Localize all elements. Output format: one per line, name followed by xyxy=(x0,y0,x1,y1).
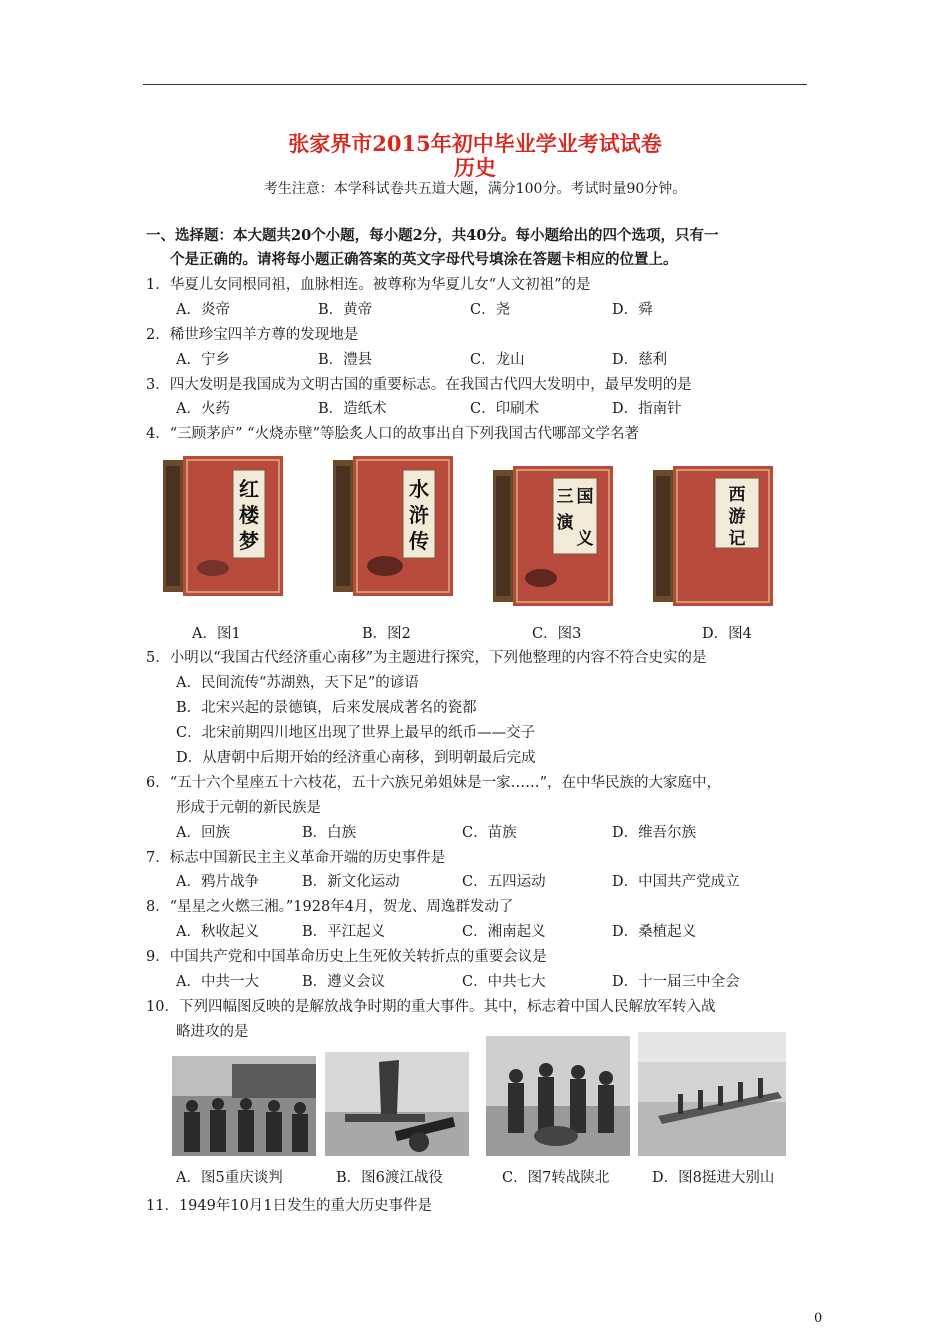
question-6-option-a: A．回族 xyxy=(176,825,230,841)
question-4-option-d: D．图4 xyxy=(702,626,752,642)
question-6-stem-cont: 形成于元朝的新民族是 xyxy=(176,800,321,816)
question-9-stem: 9．中国共产党和中国革命历史上生死攸关转折点的重要会议是 xyxy=(146,949,547,965)
question-4-option-a: A．图1 xyxy=(192,626,241,642)
question-8-stem: 8．“星星之火燃三湘。”1928年4月，贺龙、周逸群发动了 xyxy=(146,899,514,915)
question-5-option-b: B．北宋兴起的景德镇，后来发展成著名的瓷都 xyxy=(176,700,477,716)
book-title-3-char-3: 演 xyxy=(556,513,574,533)
book-title-1-char-2: 楼 xyxy=(239,503,259,527)
book-title-3-char-2: 国 xyxy=(576,487,594,507)
question-8-option-c: C．湘南起义 xyxy=(462,924,546,940)
question-10-stem-cont: 略进攻的是 xyxy=(176,1024,249,1040)
question-4-stem: 4．“三顾茅庐” “火烧赤壁”等脍炙人口的故事出自下列我国古代哪部文学名著 xyxy=(146,426,639,442)
exam-title: 张家界市2015年初中毕业学业考试试卷 xyxy=(288,131,662,156)
header-rule xyxy=(143,84,807,85)
question-8-option-d: D．桑植起义 xyxy=(612,924,697,940)
question-1-option-b: B．黄帝 xyxy=(318,302,373,318)
question-1-option-d: D．舜 xyxy=(612,302,653,318)
book-title-1-char-1: 红 xyxy=(239,477,259,501)
page-number: 0 xyxy=(814,1311,823,1326)
question-7-option-c: C．五四运动 xyxy=(462,874,546,890)
question-3-stem: 3．四大发明是我国成为文明古国的重要标志。在我国古代四大发明中，最早发明的是 xyxy=(146,377,692,393)
section-1-heading: 一、选择题：本大题共20个小题，每小题2分，共40分。每小题给出的四个选项，只有一 xyxy=(146,227,719,244)
question-3-option-a: A．火药 xyxy=(176,401,230,417)
question-9-option-d: D．十一届三中全会 xyxy=(612,974,740,990)
book-title-4-char-1: 西 xyxy=(728,485,746,505)
book-figure-1 xyxy=(163,456,283,596)
question-10-option-b: B．图6渡江战役 xyxy=(336,1170,443,1186)
book-figure-2 xyxy=(333,456,453,596)
book-figure-4 xyxy=(653,466,773,606)
photo-figure-5 xyxy=(172,1056,316,1156)
question-2-option-a: A．宁乡 xyxy=(176,352,230,368)
section-1-heading-cont: 个是正确的。请将每小题正确答案的英文字母代号填涂在答题卡相应的位置上。 xyxy=(170,251,678,268)
book-title-2-char-1: 水 xyxy=(409,477,429,501)
question-5-option-c: C．北宋前期四川地区出现了世界上最早的纸币——交子 xyxy=(176,725,536,741)
question-10-stem: 10．下列四幅图反映的是解放战争时期的重大事件。其中，标志着中国人民解放军转入战 xyxy=(146,999,716,1015)
question-9-option-c: C．中共七大 xyxy=(462,974,546,990)
question-4-option-b: B．图2 xyxy=(362,626,411,642)
question-9-option-a: A．中共一大 xyxy=(176,974,259,990)
question-10-option-c: C．图7转战陕北 xyxy=(502,1170,610,1186)
question-5-stem: 5．小明以“我国古代经济重心南移”为主题进行探究，下列他整理的内容不符合史实的是 xyxy=(146,650,707,666)
question-3-option-c: C．印刷术 xyxy=(470,401,540,417)
photo-figure-7 xyxy=(486,1036,630,1156)
question-2-option-b: B．澧县 xyxy=(318,352,373,368)
book-title-2-char-3: 传 xyxy=(409,529,429,553)
question-3-option-b: B．造纸术 xyxy=(318,401,387,417)
question-5-option-a: A．民间流传“苏湖熟，天下足”的谚语 xyxy=(176,675,419,691)
question-11-stem: 11．1949年10月1日发生的重大历史事件是 xyxy=(146,1198,433,1214)
exam-subject: 历史 xyxy=(454,155,496,180)
book-figure-3 xyxy=(493,466,613,606)
question-2-option-d: D．慈利 xyxy=(612,352,668,368)
question-4-option-c: C．图3 xyxy=(532,626,582,642)
book-title-3-char-4: 义 xyxy=(576,529,594,549)
question-8-option-b: B．平江起义 xyxy=(302,924,386,940)
question-7-option-a: A．鸦片战争 xyxy=(176,874,259,890)
question-7-option-b: B．新文化运动 xyxy=(302,874,400,890)
question-1-option-c: C．尧 xyxy=(470,302,511,318)
photo-figure-6 xyxy=(325,1052,469,1156)
photo-figure-8 xyxy=(638,1032,786,1156)
question-1-stem: 1．华夏儿女同根同祖，血脉相连。被尊称为华夏儿女“人文初祖”的是 xyxy=(146,277,591,293)
question-3-option-d: D．指南针 xyxy=(612,401,682,417)
question-1-option-a: A．炎帝 xyxy=(176,302,230,318)
question-10-option-a: A．图5重庆谈判 xyxy=(176,1170,283,1186)
question-8-option-a: A．秋收起义 xyxy=(176,924,259,940)
question-6-stem: 6．“五十六个星座五十六枝花，五十六族兄弟姐妹是一家……”，在中华民族的大家庭中， xyxy=(146,775,722,791)
exam-note: 考生注意：本学科试卷共五道大题，满分100分。考试时量90分钟。 xyxy=(263,181,687,197)
book-title-4-char-3: 记 xyxy=(728,529,746,549)
question-2-option-c: C．龙山 xyxy=(470,352,525,368)
book-title-2-char-2: 浒 xyxy=(409,503,429,527)
question-6-option-d: D．维吾尔族 xyxy=(612,825,697,841)
question-6-option-b: B．白族 xyxy=(302,825,357,841)
book-title-3-char-1: 三 xyxy=(556,487,574,507)
question-9-option-b: B．遵义会议 xyxy=(302,974,386,990)
question-7-stem: 7．标志中国新民主主义革命开端的历史事件是 xyxy=(146,850,446,866)
book-title-4-char-2: 游 xyxy=(728,507,746,527)
question-6-option-c: C．苗族 xyxy=(462,825,517,841)
question-10-option-d: D．图8挺进大别山 xyxy=(652,1170,775,1186)
question-7-option-d: D．中国共产党成立 xyxy=(612,874,740,890)
question-5-option-d: D．从唐朝中后期开始的经济重心南移，到明朝最后完成 xyxy=(176,750,536,766)
book-title-1-char-3: 梦 xyxy=(239,529,259,553)
question-2-stem: 2．稀世珍宝四羊方尊的发现地是 xyxy=(146,327,359,343)
